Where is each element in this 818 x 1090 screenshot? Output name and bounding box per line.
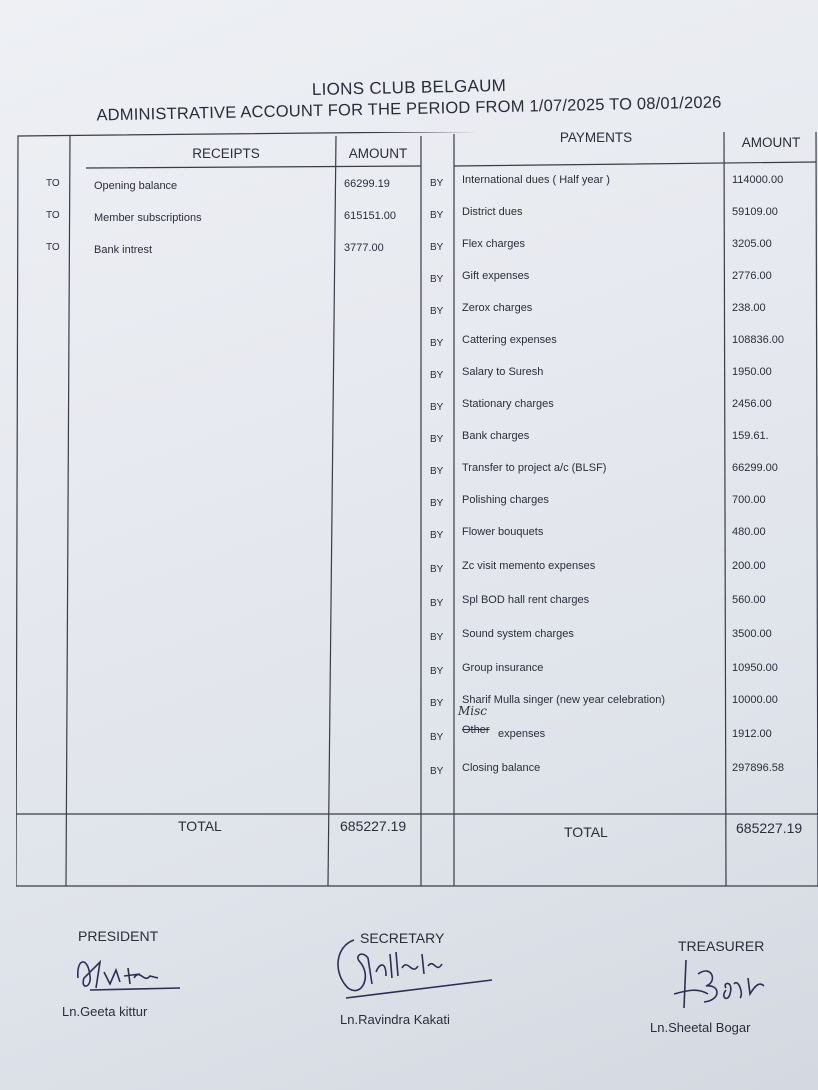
payment-amount: 700.00 [732, 494, 766, 506]
payments-total-label: TOTAL [564, 824, 608, 840]
payments-header: PAYMENTS [559, 130, 633, 145]
receipt-label: Opening balance [94, 180, 178, 192]
secretary-title: SECRETARY [360, 930, 445, 946]
payment-label: Flex charges [462, 238, 525, 250]
payment-amount: 3500.00 [732, 628, 772, 640]
payment-prefix: BY [430, 530, 444, 541]
receipts-total-label: TOTAL [178, 818, 222, 834]
receipt-prefix: TO [46, 178, 60, 189]
receipt-amount: 615151.00 [344, 210, 396, 222]
secretary-signature [332, 932, 502, 1010]
payment-prefix: BY [430, 698, 444, 709]
payment-amount: 238.00 [732, 302, 766, 314]
payment-label: International dues ( Half year ) [462, 174, 610, 186]
treasurer-title: TREASURER [678, 938, 765, 954]
payment-amount: 66299.00 [732, 462, 778, 474]
payment-amount: 560.00 [732, 594, 766, 606]
payment-amount: 159.61. [732, 430, 769, 442]
payment-label: Cattering expenses [462, 334, 557, 346]
account-period-title: ADMINISTRATIVE ACCOUNT FOR THE PERIOD FROM 1/07/2025 TO 08/01/2026 [96, 93, 722, 125]
payment-amount: 2776.00 [732, 270, 772, 282]
payment-label: Flower bouquets [462, 526, 544, 538]
payment-label: Zerox charges [462, 302, 533, 314]
payment-label: Polishing charges [462, 494, 549, 506]
payment-label: Sound system charges [462, 628, 574, 640]
payment-amount: 297896.58 [732, 762, 784, 774]
payment-label: Spl BOD hall rent charges [462, 594, 590, 606]
payment-amount: 10950.00 [732, 662, 778, 674]
org-title: LIONS CLUB BELGAUM [311, 75, 507, 100]
payment-prefix: BY [430, 598, 444, 609]
payment-label: District dues [462, 206, 523, 218]
secretary-name: Ln.Ravindra Kakati [340, 1012, 450, 1027]
receipt-prefix: TO [46, 242, 60, 253]
payment-prefix: BY [430, 732, 444, 743]
payment-amount: 1950.00 [732, 366, 772, 378]
payment-prefix: BY [430, 210, 444, 221]
payment-amount: 114000.00 [732, 174, 784, 186]
payment-amount: 108836.00 [732, 334, 784, 346]
payment-prefix: BY [430, 306, 444, 317]
receipts-total-amount: 685227.19 [340, 818, 407, 834]
payment-amount: 2456.00 [732, 398, 772, 410]
payment-label: Gift expenses [462, 270, 530, 282]
payment-amount: 1912.00 [732, 728, 772, 740]
payment-label: Salary to Suresh [462, 366, 544, 378]
receipts-header: RECEIPTS [192, 146, 260, 161]
receipts-amount-header: AMOUNT [348, 146, 408, 161]
payment-label: Closing balance [462, 762, 541, 774]
payment-label: Sharif Mulla singer (new year celebration) [462, 694, 665, 706]
receipt-amount: 66299.19 [344, 178, 390, 190]
payment-prefix: BY [430, 434, 444, 445]
payment-label: expenses [498, 728, 546, 740]
treasurer-signature [668, 954, 788, 1016]
payment-label: Group insurance [462, 662, 544, 674]
account-table [16, 132, 818, 888]
receipt-label: Bank intrest [94, 244, 153, 256]
payment-prefix: BY [430, 766, 444, 777]
president-name: Ln.Geeta kittur [62, 1004, 148, 1019]
payment-label: Transfer to project a/c (BLSF) [462, 462, 607, 474]
payment-prefix: BY [430, 564, 444, 575]
misc-handwritten-note: Misc [458, 704, 488, 718]
payment-prefix: BY [430, 632, 444, 643]
payments-total-amount: 685227.19 [736, 820, 803, 836]
president-title: PRESIDENT [78, 928, 159, 944]
president-signature [70, 948, 200, 998]
payment-prefix: BY [430, 666, 444, 677]
receipt-amount: 3777.00 [344, 242, 384, 254]
payment-prefix: BY [430, 370, 444, 381]
payment-label: Zc visit memento expenses [462, 560, 596, 572]
receipt-prefix: TO [46, 210, 60, 221]
receipt-label: Member subscriptions [94, 212, 202, 224]
payment-label: Bank charges [462, 430, 530, 442]
payment-prefix: BY [430, 178, 444, 189]
payment-amount: 10000.00 [732, 694, 778, 706]
payment-label: Stationary charges [462, 398, 554, 410]
payment-amount: 200.00 [732, 560, 766, 572]
payments-amount-header: AMOUNT [741, 135, 801, 150]
payment-amount: 3205.00 [732, 238, 772, 250]
payment-prefix: BY [430, 242, 444, 253]
payment-prefix: BY [430, 498, 444, 509]
payment-prefix: BY [430, 402, 444, 413]
payment-prefix: BY [430, 466, 444, 477]
payment-prefix: BY [430, 274, 444, 285]
payment-amount: 59109.00 [732, 206, 778, 218]
treasurer-name: Ln.Sheetal Bogar [650, 1020, 751, 1035]
struck-out-label: Other [462, 724, 490, 736]
payment-amount: 480.00 [732, 526, 766, 538]
payment-prefix: BY [430, 338, 444, 349]
